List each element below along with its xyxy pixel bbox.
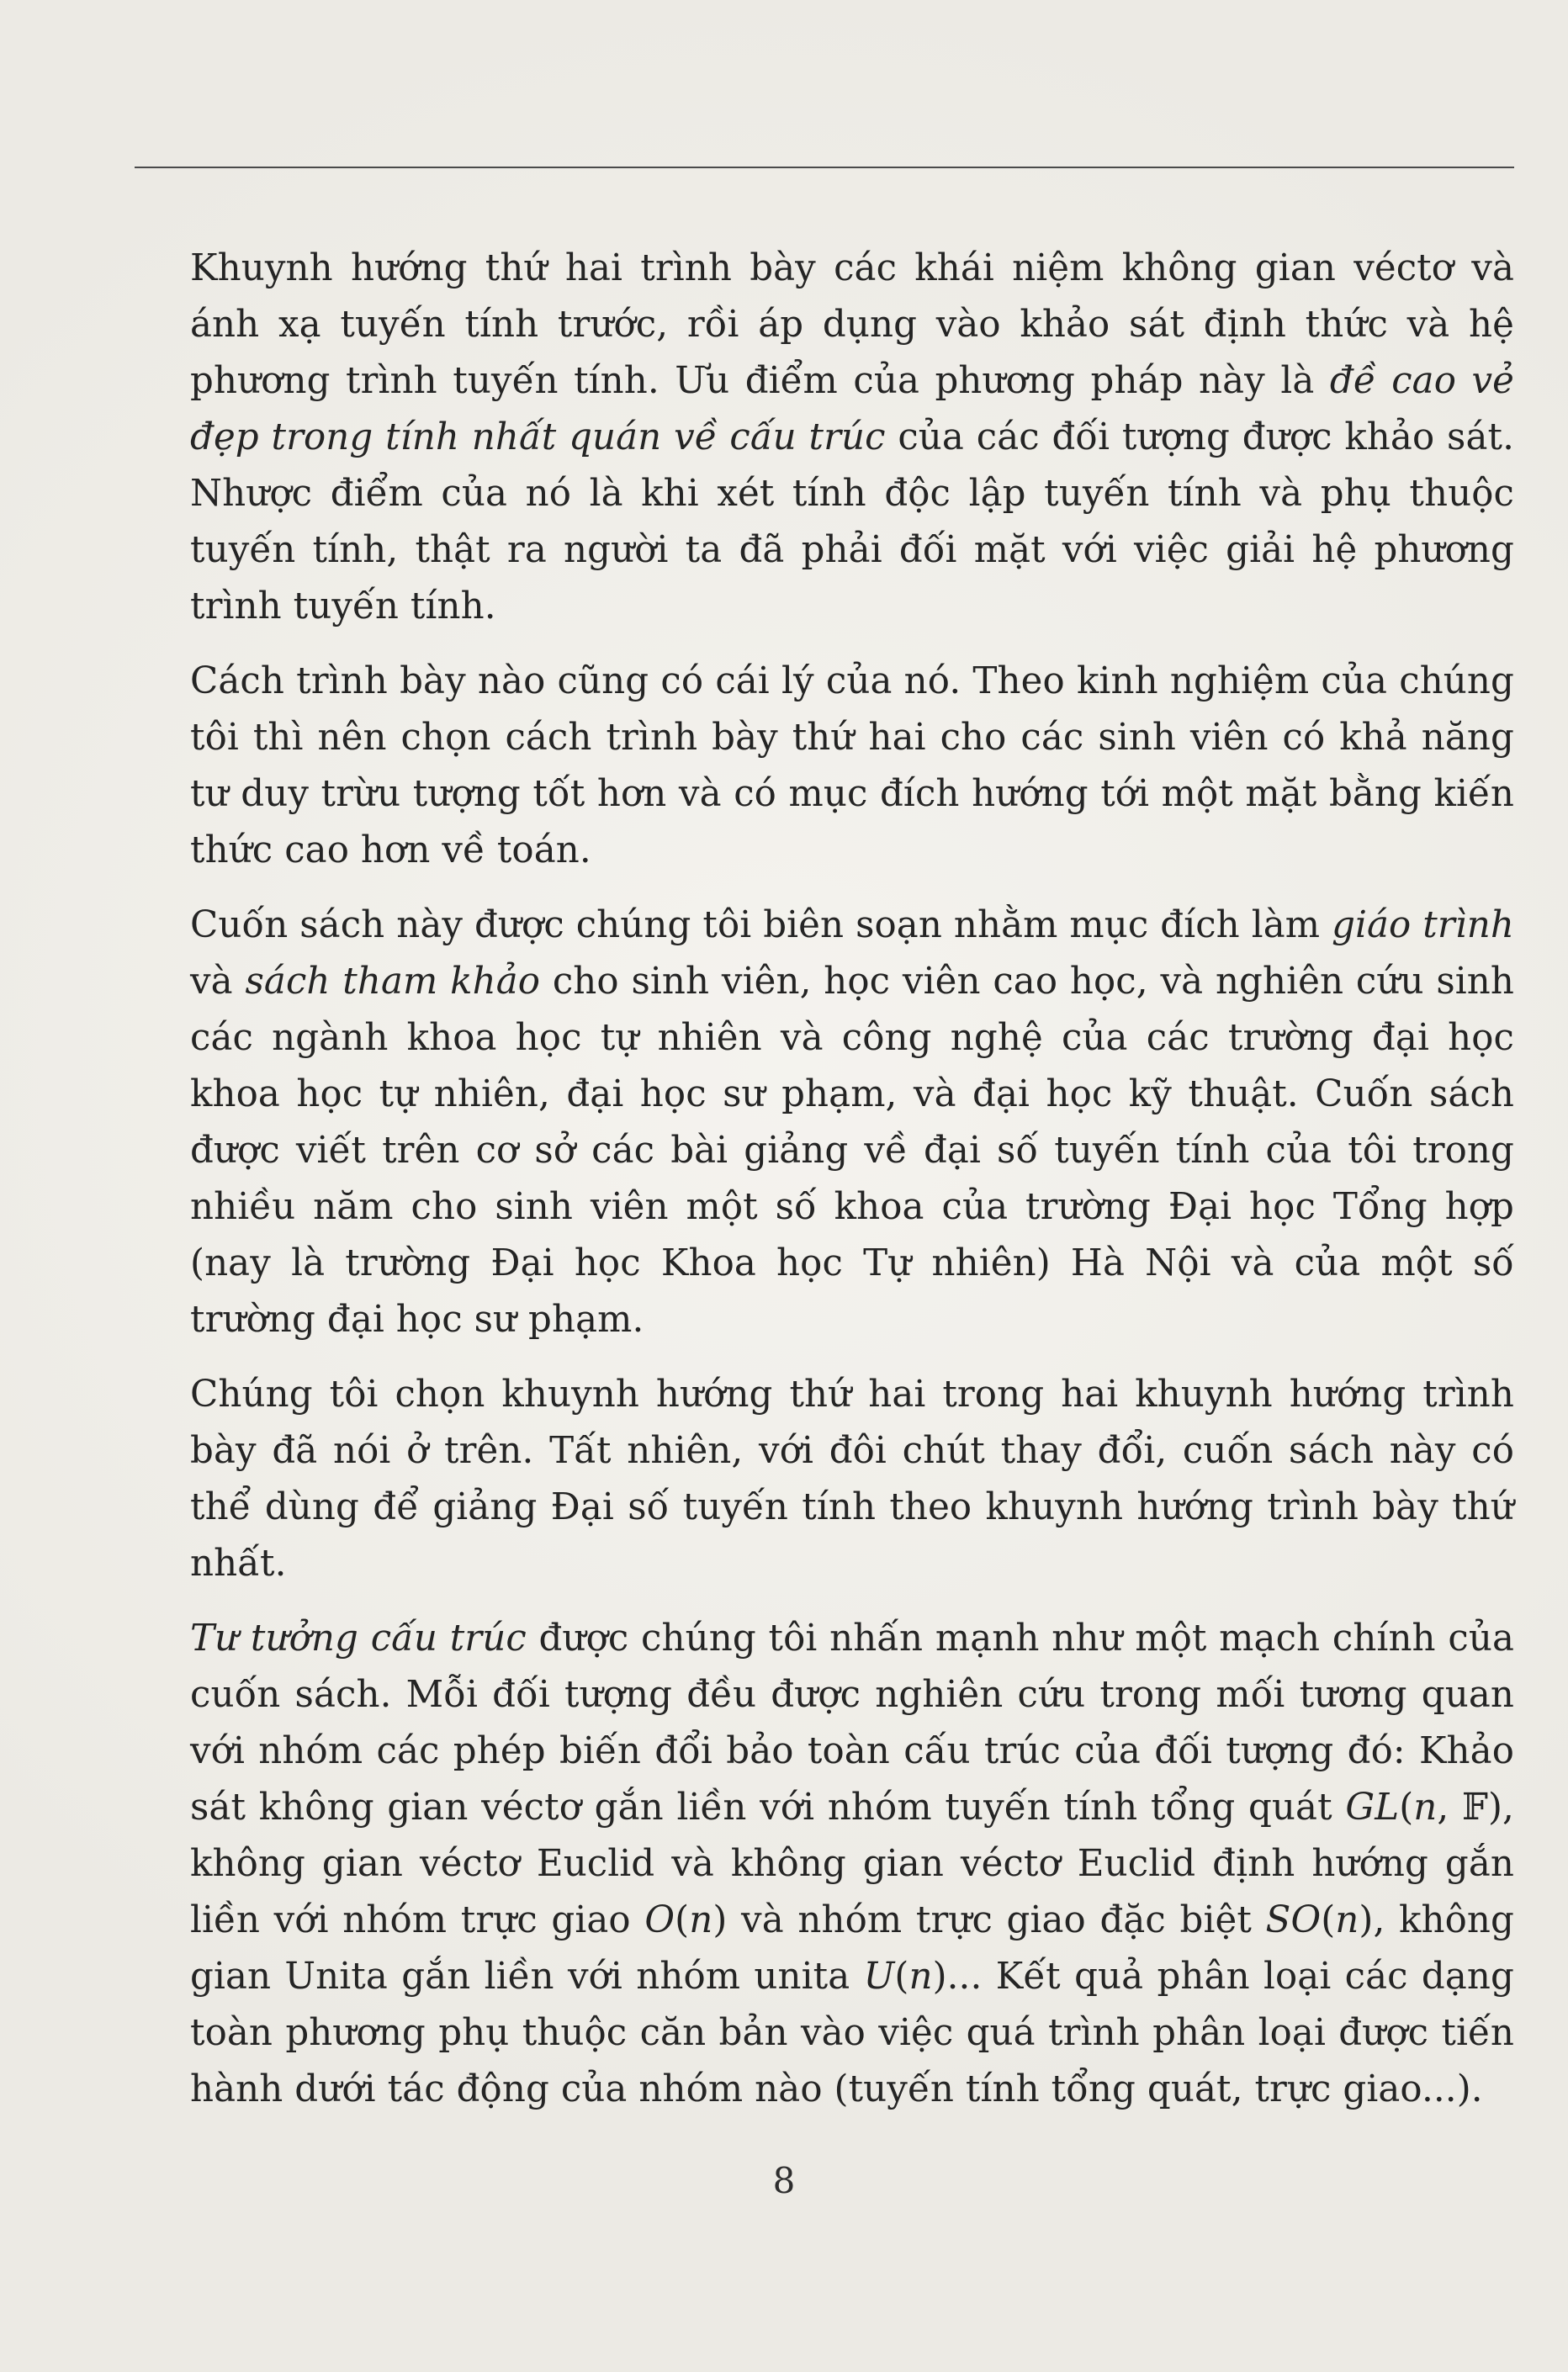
- header-rule: [135, 167, 1514, 168]
- italic-text: GL: [1345, 1787, 1400, 1829]
- text-run: (: [894, 1956, 909, 1998]
- text-run: Chúng tôi chọn khuynh hướng thứ hai trong hai khuynh hướng trình bày đã nói ở trên. Tất nhiên, với đôi chút thay đổi, cuốn sách này có thể dùng để giảng Đại số tuyến tính theo khuynh hướng trình bày thứ nhất.: [190, 1374, 1514, 1585]
- text-run: Cuốn sách này được chúng tôi biên soạn nhằm mục đích làm: [190, 904, 1332, 946]
- italic-text: n: [689, 1899, 713, 1941]
- italic-text: n: [1413, 1787, 1438, 1829]
- text-run: Khuynh hướng thứ hai trình bày các khái niệm không gian véctơ và ánh xạ tuyến tính trước, rồi áp dụng vào khảo sát định thức và hệ phương trình tuyến tính. Ưu điểm của phương pháp này là: [190, 247, 1514, 402]
- italic-text: U: [863, 1956, 895, 1998]
- italic-text: đề cao vẻ đẹp trong tính nhất quán về cấu trúc: [190, 360, 1515, 458]
- italic-text: SO: [1265, 1899, 1322, 1941]
- text-run: (: [675, 1899, 690, 1941]
- body-text: [190, 241, 1514, 2136]
- paragraph-1: [190, 241, 1514, 635]
- italic-text: n: [1335, 1899, 1359, 1941]
- text-run: , 𝔽), không gian véctơ Euclid và không gian véctơ Euclid định hướng gắn liền với nhóm trực giao: [190, 1787, 1514, 1941]
- text-run: được chúng tôi nhấn mạnh như một mạch chính của cuốn sách. Mỗi đối tượng đều được nghiên cứu trong mối tương quan với nhóm các phép biến đổi bảo toàn cấu trúc của đối tượng đó: Khảo sát không gian véctơ gắn liền với nhóm tuyến tính tổng quát: [190, 1618, 1514, 1829]
- paragraph-4: [190, 1367, 1514, 1592]
- text-run: của các đối tượng được khảo sát. Nhược điểm của nó là khi xét tính độc lập tuyến tính và phụ thuộc tuyến tính, thật ra người ta đã phải đối mặt với việc giải hệ phương trình tuyến tính.: [190, 416, 1514, 627]
- paragraph-3: [190, 897, 1514, 1348]
- text-run: ) và nhóm trực giao đặc biệt: [712, 1899, 1266, 1941]
- text-run: (: [1399, 1787, 1414, 1829]
- italic-text: n: [908, 1956, 933, 1998]
- italic-text: giáo trình: [1332, 904, 1514, 946]
- italic-text: sách tham khảo: [245, 961, 541, 1003]
- italic-text: O: [644, 1899, 675, 1941]
- italic-text: Tư tưởng cấu trúc: [190, 1618, 527, 1660]
- text-run: (: [1321, 1899, 1336, 1941]
- text-run: ), không gian Unita gắn liền với nhóm unita: [190, 1899, 1514, 1998]
- text-run: Cách trình bày nào cũng có cái lý của nó. Theo kinh nghiệm của chúng tôi thì nên chọn cách trình bày thứ hai cho các sinh viên có khả năng tư duy trừu tượng tốt hơn và có mục đích hướng tới một mặt bằng kiến thức cao hơn về toán.: [190, 660, 1514, 871]
- text-run: cho sinh viên, học viên cao học, và nghiên cứu sinh các ngành khoa học tự nhiên và công nghệ của các trường đại học khoa học tự nhiên, đại học sư phạm, và đại học kỹ thuật. Cuốn sách được viết trên cơ sở các bài giảng về đại số tuyến tính của tôi trong nhiều năm cho sinh viên một số khoa của trường Đại học Tổng hợp (nay là trường Đại học Khoa học Tự nhiên) Hà Nội và của một số trường đại học sư phạm.: [190, 961, 1515, 1341]
- text-run: và: [190, 961, 246, 1003]
- text-run: )... Kết quả phân loại các dạng toàn phương phụ thuộc căn bản vào việc quá trình phân loại được tiến hành dưới tác động của nhóm nào (tuyến tính tổng quát, trực giao...).: [190, 1956, 1514, 2110]
- paragraph-5: [190, 1611, 1514, 2118]
- page-number: 8: [772, 2160, 796, 2201]
- paragraph-2: [190, 654, 1514, 879]
